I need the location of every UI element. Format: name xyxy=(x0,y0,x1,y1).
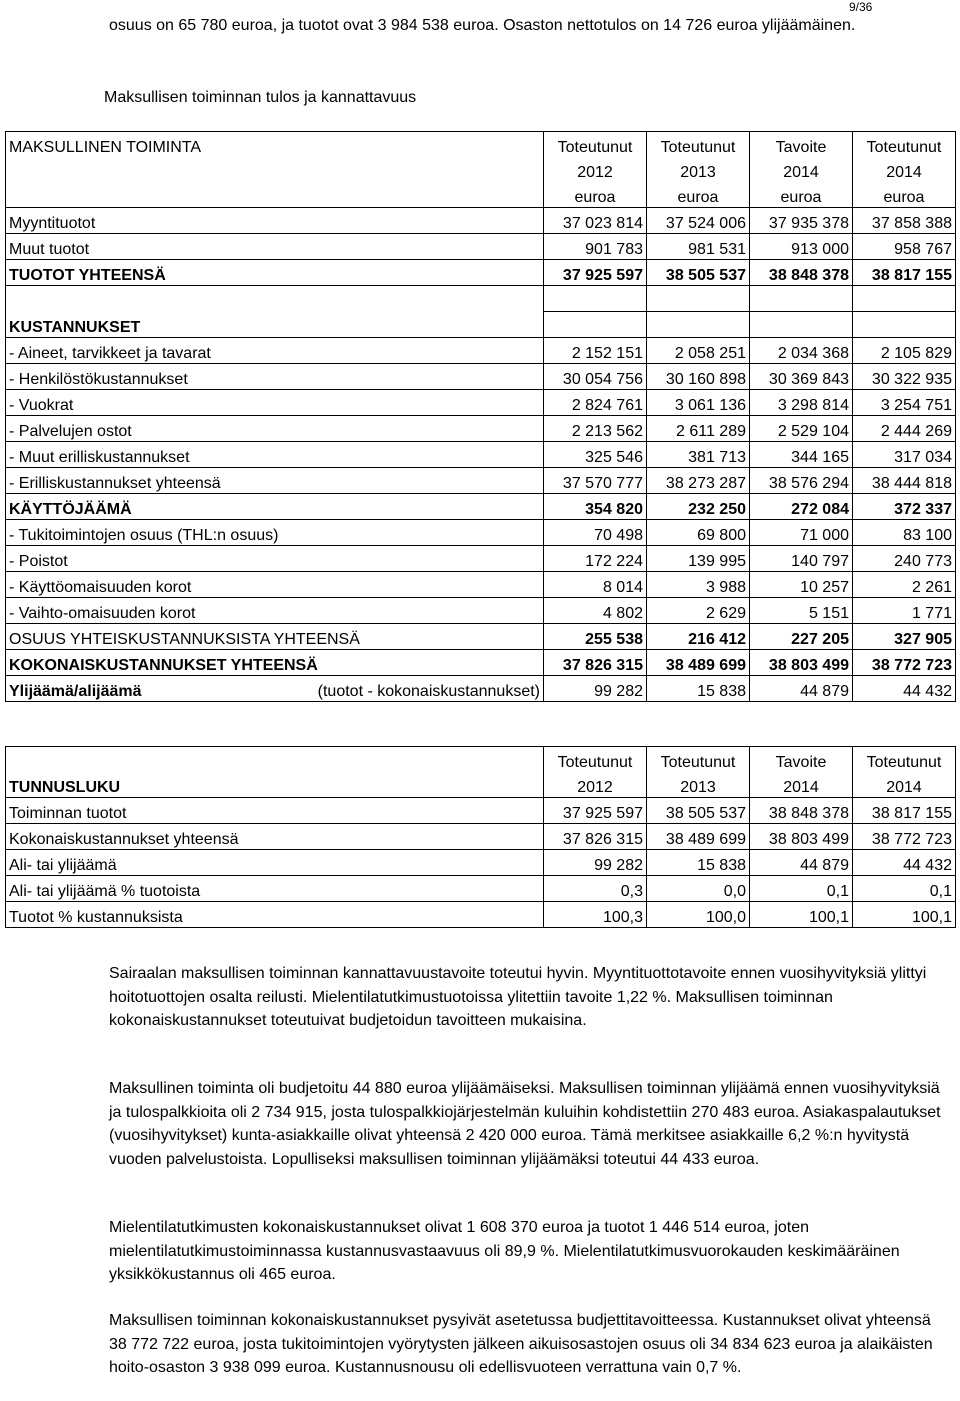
paragraph-text: Mielentilatutkimusten kokonaiskustannukset olivat 1 608 370 euroa ja tuotot 1 446 514 euroa, joten mielentilatutkimustoiminnassa kustannusvastaavuus oli 89,9 %. Mielentilatutkimusvuorokauden keskimääräinen yksikkökustannus oli 465 euroa. xyxy=(109,1219,900,1283)
table-row-total xyxy=(6,494,956,520)
table-row-total xyxy=(6,650,956,676)
row-label: - Käyttöomaisuuden korot xyxy=(6,572,544,598)
header-row-types xyxy=(6,747,956,773)
cell-value: 3 061 136 xyxy=(647,390,750,416)
table-row xyxy=(6,546,956,572)
page-number: 9/36 xyxy=(849,0,873,14)
row-label: KÄYTTÖJÄÄMÄ xyxy=(6,494,544,520)
cell-value: 44 432 xyxy=(853,850,956,876)
row-label: - Erilliskustannukset yhteensä xyxy=(6,468,544,494)
col-type: Toteutunut xyxy=(853,747,956,773)
row-label-cell xyxy=(6,676,544,702)
col-year: 2013 xyxy=(647,772,750,798)
col-type: Tavoite xyxy=(750,747,853,773)
cell-value: 38 848 378 xyxy=(750,260,853,286)
row-label: OSUUS YHTEISKUSTANNUKSISTA YHTEENSÄ xyxy=(6,624,544,650)
cell-value: 99 282 xyxy=(544,676,647,702)
paragraph-text: Maksullisen toiminnan kokonaiskustannukset pysyivät asetetussa budjettitavoitteessa. Kustannukset olivat yhteensä 38 772 722 euroa, josta tukitoimintojen vyörytysten jälkeen aikuisosastojen osuus oli 34 834 623 euroa ja alaikäisten hoito-osaston 3 938 099 euroa. Kustannusnousu oli edellisvuoteen verrattuna vain 0,7 %. xyxy=(109,1312,933,1376)
cell-value: 901 783 xyxy=(544,234,647,260)
cell-value: 10 257 xyxy=(750,572,853,598)
cell-value: 3 298 814 xyxy=(750,390,853,416)
row-label: TUOTOT YHTEENSÄ xyxy=(6,260,544,286)
section-header-row xyxy=(6,312,956,338)
cell-value: 37 826 315 xyxy=(544,824,647,850)
cell-value: 38 273 287 xyxy=(647,468,750,494)
col-type: Toteutunut xyxy=(544,132,647,158)
cell-value: 100,1 xyxy=(750,902,853,928)
table-title: MAKSULLINEN TOIMINTA xyxy=(6,132,544,158)
row-label: - Henkilöstökustannukset xyxy=(6,364,544,390)
cell-value: 227 205 xyxy=(750,624,853,650)
cell-value: 37 023 814 xyxy=(544,208,647,234)
cell-value: 44 879 xyxy=(750,850,853,876)
cell-value: 5 151 xyxy=(750,598,853,624)
col-type: Toteutunut xyxy=(647,132,750,158)
cell-value: 100,0 xyxy=(647,902,750,928)
cell-value: 232 250 xyxy=(647,494,750,520)
cell-value: 38 489 699 xyxy=(647,824,750,850)
row-label: Muut tuotot xyxy=(6,234,544,260)
cell-value: 44 879 xyxy=(750,676,853,702)
table-row xyxy=(6,364,956,390)
table-row xyxy=(6,876,956,902)
cell-value: 38 803 499 xyxy=(750,824,853,850)
header-row-types xyxy=(6,132,956,158)
cell-value: 3 254 751 xyxy=(853,390,956,416)
cell-value: 37 925 597 xyxy=(544,260,647,286)
cell-value: 30 160 898 xyxy=(647,364,750,390)
cell-value: 913 000 xyxy=(750,234,853,260)
row-label: Toiminnan tuotot xyxy=(6,798,544,824)
cell-value: 981 531 xyxy=(647,234,750,260)
cell-value: 30 322 935 xyxy=(853,364,956,390)
col-type: Toteutunut xyxy=(544,747,647,773)
cell-value: 2 261 xyxy=(853,572,956,598)
table-row xyxy=(6,598,956,624)
cell-value: 140 797 xyxy=(750,546,853,572)
table-row xyxy=(6,572,956,598)
col-type: Toteutunut xyxy=(853,132,956,158)
cell-value: 0,1 xyxy=(750,876,853,902)
cell-value: 216 412 xyxy=(647,624,750,650)
row-label: Ali- tai ylijäämä xyxy=(6,850,544,876)
header-row-units xyxy=(6,182,956,208)
cell-value: 958 767 xyxy=(853,234,956,260)
cell-value: 354 820 xyxy=(544,494,647,520)
cell-value: 2 824 761 xyxy=(544,390,647,416)
table-row xyxy=(6,442,956,468)
cell-value: 38 848 378 xyxy=(750,798,853,824)
col-type: Tavoite xyxy=(750,132,853,158)
cell-value: 44 432 xyxy=(853,676,956,702)
col-type: Toteutunut xyxy=(647,747,750,773)
cell-value: 2 034 368 xyxy=(750,338,853,364)
paragraph-text: Maksullinen toiminta oli budjetoitu 44 880 euroa ylijäämäiseksi. Maksullisen toiminnan ylijäämä ennen vuosihyvityksiä ja tulospalkkioita oli 2 734 915, josta tulospalkkiojärjestelmän kuluihin kohdistettiin 270 483 euroa. Asiakaspalautukset (vuosihyvitykset) kunta-asiakkaille olivat yhteensä 2 420 000 euroa. Tämä merkitsee asiakkaille 6,2 %:n hyvitystä vuoden palvelustoista. Lopulliseksi maksullisen toiminnan ylijäämäksi toteutui 44 433 euroa. xyxy=(109,1080,941,1168)
cell-value: 99 282 xyxy=(544,850,647,876)
col-unit: euroa xyxy=(544,182,647,208)
cell-value: 344 165 xyxy=(750,442,853,468)
table-row xyxy=(6,338,956,364)
cell-value: 325 546 xyxy=(544,442,647,468)
row-label: KOKONAISKUSTANNUKSET YHTEENSÄ xyxy=(6,650,544,676)
header-row-years xyxy=(6,157,956,182)
cell-value: 38 489 699 xyxy=(647,650,750,676)
cell-value: 37 925 597 xyxy=(544,798,647,824)
col-year: 2014 xyxy=(750,157,853,182)
row-label: Ali- tai ylijäämä % tuotoista xyxy=(6,876,544,902)
cell-value: 38 444 818 xyxy=(853,468,956,494)
table-row xyxy=(6,416,956,442)
cell-value: 2 611 289 xyxy=(647,416,750,442)
cell-value: 139 995 xyxy=(647,546,750,572)
table-row xyxy=(6,390,956,416)
table-row xyxy=(6,824,956,850)
table-title: TUNNUSLUKU xyxy=(6,772,544,798)
row-label: - Poistot xyxy=(6,546,544,572)
table-row xyxy=(6,520,956,546)
cell-value: 38 817 155 xyxy=(853,798,956,824)
cell-value: 2 629 xyxy=(647,598,750,624)
table-row xyxy=(6,468,956,494)
col-year: 2014 xyxy=(750,772,853,798)
cell-value: 381 713 xyxy=(647,442,750,468)
cell-value: 38 505 537 xyxy=(647,798,750,824)
cell-value: 317 034 xyxy=(853,442,956,468)
cell-value: 37 935 378 xyxy=(750,208,853,234)
row-label: KUSTANNUKSET xyxy=(6,312,544,338)
cell-value: 8 014 xyxy=(544,572,647,598)
cell-value: 100,3 xyxy=(544,902,647,928)
row-label: - Tukitoimintojen osuus (THL:n osuus) xyxy=(6,520,544,546)
row-label: - Vaihto-omaisuuden korot xyxy=(6,598,544,624)
cell-value: 4 802 xyxy=(544,598,647,624)
row-label: Tuotot % kustannuksista xyxy=(6,902,544,928)
row-label: Kokonaiskustannukset yhteensä xyxy=(6,824,544,850)
col-year: 2013 xyxy=(647,157,750,182)
cell-value: 15 838 xyxy=(647,676,750,702)
row-label: - Vuokrat xyxy=(6,390,544,416)
table-row-result xyxy=(6,676,956,702)
row-label: - Aineet, tarvikkeet ja tavarat xyxy=(6,338,544,364)
paragraph-4 xyxy=(109,1309,949,1380)
cell-value: 2 529 104 xyxy=(750,416,853,442)
cell-value: 30 054 756 xyxy=(544,364,647,390)
col-year: 2014 xyxy=(853,772,956,798)
cell-value: 37 826 315 xyxy=(544,650,647,676)
cell-value: 327 905 xyxy=(853,624,956,650)
cell-value: 240 773 xyxy=(853,546,956,572)
cell-value: 30 369 843 xyxy=(750,364,853,390)
cell-value: 38 803 499 xyxy=(750,650,853,676)
cell-value: 70 498 xyxy=(544,520,647,546)
table-row xyxy=(6,902,956,928)
cell-value: 2 213 562 xyxy=(544,416,647,442)
cell-value: 38 772 723 xyxy=(853,824,956,850)
cell-value: 15 838 xyxy=(647,850,750,876)
cell-value: 71 000 xyxy=(750,520,853,546)
cell-value: 100,1 xyxy=(853,902,956,928)
table-row xyxy=(6,234,956,260)
cell-value: 38 772 723 xyxy=(853,650,956,676)
cell-value: 172 224 xyxy=(544,546,647,572)
cell-value: 272 084 xyxy=(750,494,853,520)
paragraph-2 xyxy=(109,1077,949,1171)
row-label: - Muut erilliskustannukset xyxy=(6,442,544,468)
cell-value: 83 100 xyxy=(853,520,956,546)
col-unit: euroa xyxy=(647,182,750,208)
cell-value: 38 505 537 xyxy=(647,260,750,286)
cell-value: 37 524 006 xyxy=(647,208,750,234)
table-row xyxy=(6,208,956,234)
table-row-total xyxy=(6,260,956,286)
cell-value: 372 337 xyxy=(853,494,956,520)
intro-text: osuus on 65 780 euroa, ja tuotot ovat 3 984 538 euroa. Osaston nettotulos on 14 726 euroa ylijäämäinen. xyxy=(109,17,856,34)
row-label: - Palvelujen ostot xyxy=(6,416,544,442)
col-year: 2012 xyxy=(544,772,647,798)
cell-value: 1 771 xyxy=(853,598,956,624)
col-unit: euroa xyxy=(853,182,956,208)
section-title: Maksullisen toiminnan tulos ja kannattavuus xyxy=(104,89,417,106)
col-year: 2012 xyxy=(544,157,647,182)
row-note: (tuotot - kokonaiskustannukset) xyxy=(317,683,540,700)
tunnusluku-table xyxy=(5,746,956,928)
cell-value: 0,0 xyxy=(647,876,750,902)
cell-value: 255 538 xyxy=(544,624,647,650)
row-label: Ylijäämä/alijäämä xyxy=(9,683,142,700)
cell-value: 2 152 151 xyxy=(544,338,647,364)
cell-value: 38 576 294 xyxy=(750,468,853,494)
paragraph-1 xyxy=(109,962,949,1033)
table-row xyxy=(6,850,956,876)
cell-value: 0,3 xyxy=(544,876,647,902)
paragraph-3 xyxy=(109,1216,949,1287)
cell-value: 2 444 269 xyxy=(853,416,956,442)
row-label: Myyntituotot xyxy=(6,208,544,234)
cell-value: 37 570 777 xyxy=(544,468,647,494)
cell-value: 2 058 251 xyxy=(647,338,750,364)
cell-value: 2 105 829 xyxy=(853,338,956,364)
cell-value: 3 988 xyxy=(647,572,750,598)
cell-value: 69 800 xyxy=(647,520,750,546)
empty-row xyxy=(6,286,956,312)
table-row-subtotal xyxy=(6,624,956,650)
cell-value: 38 817 155 xyxy=(853,260,956,286)
col-year: 2014 xyxy=(853,157,956,182)
paragraph-text: Sairaalan maksullisen toiminnan kannattavuustavoite toteutui hyvin. Myyntituottotavoite ennen vuosihyvityksiä ylittyi hoitotuottojen osalta reilusti. Mielentilatutkimustuotoissa ylitettiin tavoite 1,22 %. Maksullisen toiminnan kokonaiskustannukset toteutuivat budjetoidun tavoitteen mukaisina. xyxy=(109,965,927,1029)
cell-value: 37 858 388 xyxy=(853,208,956,234)
cell-value: 0,1 xyxy=(853,876,956,902)
maksullinen-toiminta-table xyxy=(5,131,956,702)
table-row xyxy=(6,798,956,824)
header-row-years xyxy=(6,772,956,798)
col-unit: euroa xyxy=(750,182,853,208)
